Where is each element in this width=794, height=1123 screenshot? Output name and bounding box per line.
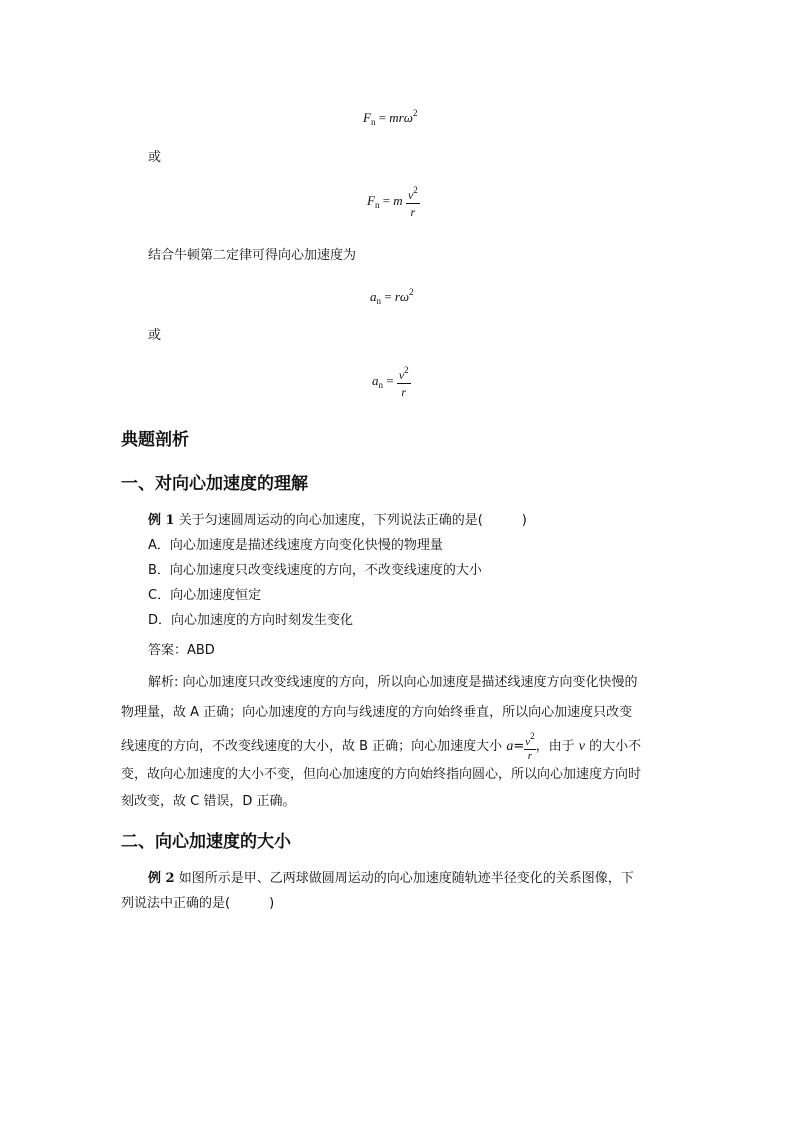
formula-exponent: 2 — [412, 108, 418, 118]
heading-section-1: 一、对向心加速度的理解 — [121, 474, 308, 494]
fraction-numerator: v — [398, 368, 405, 382]
explanation-line-5: 刻改变，故 C 错误，D 正确。 — [121, 794, 296, 809]
explanation-line-4: 变，故向心加速度的大小不变，但向心加速度的方向始终指向圆心，所以向心加速度方向时 — [121, 767, 642, 782]
formula-equals: = — [382, 192, 391, 208]
formula-symbol: F — [367, 192, 375, 208]
fraction-denominator: r — [401, 385, 407, 399]
formula-equals: = — [384, 289, 392, 304]
formula-symbol: a — [370, 289, 377, 304]
formula-centripetal-force-velocity — [367, 186, 420, 218]
formula-exponent: 2 — [530, 731, 535, 741]
formula-equals: = — [513, 739, 525, 754]
formula-subscript: n — [374, 199, 380, 210]
example-1-question — [148, 511, 527, 530]
or-text-2: 或 — [148, 328, 162, 343]
explanation-text: 线速度的方向，不改变线速度的大小，故 B 正确；向心加速度大小 — [121, 739, 507, 754]
heading-analysis: 典题剖析 — [121, 430, 189, 450]
formula-equals: = — [386, 372, 394, 388]
formula-exponent: 2 — [409, 287, 414, 297]
fraction-numerator: v — [407, 188, 414, 202]
option-d: D．向心加速度的方向时刻发生变化 — [148, 613, 354, 628]
formula-symbol: ω — [399, 289, 410, 304]
formula-fraction — [397, 366, 411, 398]
formula-equals: = — [378, 110, 387, 125]
formula-symbol: m — [393, 192, 403, 208]
fraction-denominator: r — [410, 205, 416, 219]
answer-text: 答案：ABD — [148, 643, 215, 658]
formula-symbol: mr — [389, 110, 404, 125]
explanation-text: ，由于 — [535, 739, 579, 754]
example-2-line-2: 列说法中正确的是( ) — [121, 896, 275, 911]
formula-symbol: a — [506, 739, 514, 754]
fraction-denominator: r — [527, 750, 533, 762]
or-text-1: 或 — [148, 150, 162, 165]
option-c: C．向心加速度恒定 — [148, 588, 262, 603]
formula-symbol: F — [363, 110, 371, 125]
example-1-label: 例 1 — [148, 513, 175, 528]
formula-symbol: r — [394, 289, 400, 304]
formula-symbol: v — [578, 739, 585, 754]
formula-acceleration-velocity — [372, 366, 411, 398]
example-2-line-1 — [148, 869, 634, 888]
formula-subscript: n — [378, 379, 383, 390]
explanation-text: 的大小不 — [584, 739, 642, 754]
explanation-line-1: 解析: 向心加速度只改变线速度的方向，所以向心加速度是描述线速度方向变化快慢的 — [148, 675, 638, 690]
explanation-line-3 — [121, 732, 641, 762]
fraction-numerator: v — [525, 736, 531, 748]
example-2-label: 例 2 — [148, 871, 175, 886]
option-a: A．向心加速度是描述线速度方向变化快慢的物理量 — [148, 538, 443, 553]
formula-fraction — [406, 186, 420, 218]
option-b: B．向心加速度只改变线速度的方向，不改变线速度的大小 — [148, 563, 482, 578]
heading-section-2: 二、向心加速度的大小 — [121, 832, 291, 852]
formula-symbol: a — [372, 372, 379, 388]
formula-subscript: n — [376, 296, 381, 306]
example-2-text: 如图所示是甲、乙两球做圆周运动的向心加速度随轨迹半径变化的关系图像，下 — [178, 871, 634, 886]
formula-exponent: 2 — [404, 365, 409, 375]
example-1-question-text: 关于匀速圆周运动的向心加速度，下列说法正确的是( ) — [178, 513, 527, 528]
newton-law-text: 结合牛顿第二定律可得向心加速度为 — [148, 248, 357, 263]
inline-fraction — [524, 732, 535, 762]
formula-centripetal-force-omega — [363, 108, 417, 127]
formula-subscript: n — [370, 117, 376, 127]
explanation-line-2: 物理量，故 A 正确；向心加速度的方向与线速度的方向始终垂直，所以向心加速度只改变 — [121, 705, 633, 720]
formula-symbol: ω — [403, 110, 413, 125]
formula-acceleration-omega — [370, 287, 414, 306]
formula-exponent: 2 — [413, 185, 418, 195]
